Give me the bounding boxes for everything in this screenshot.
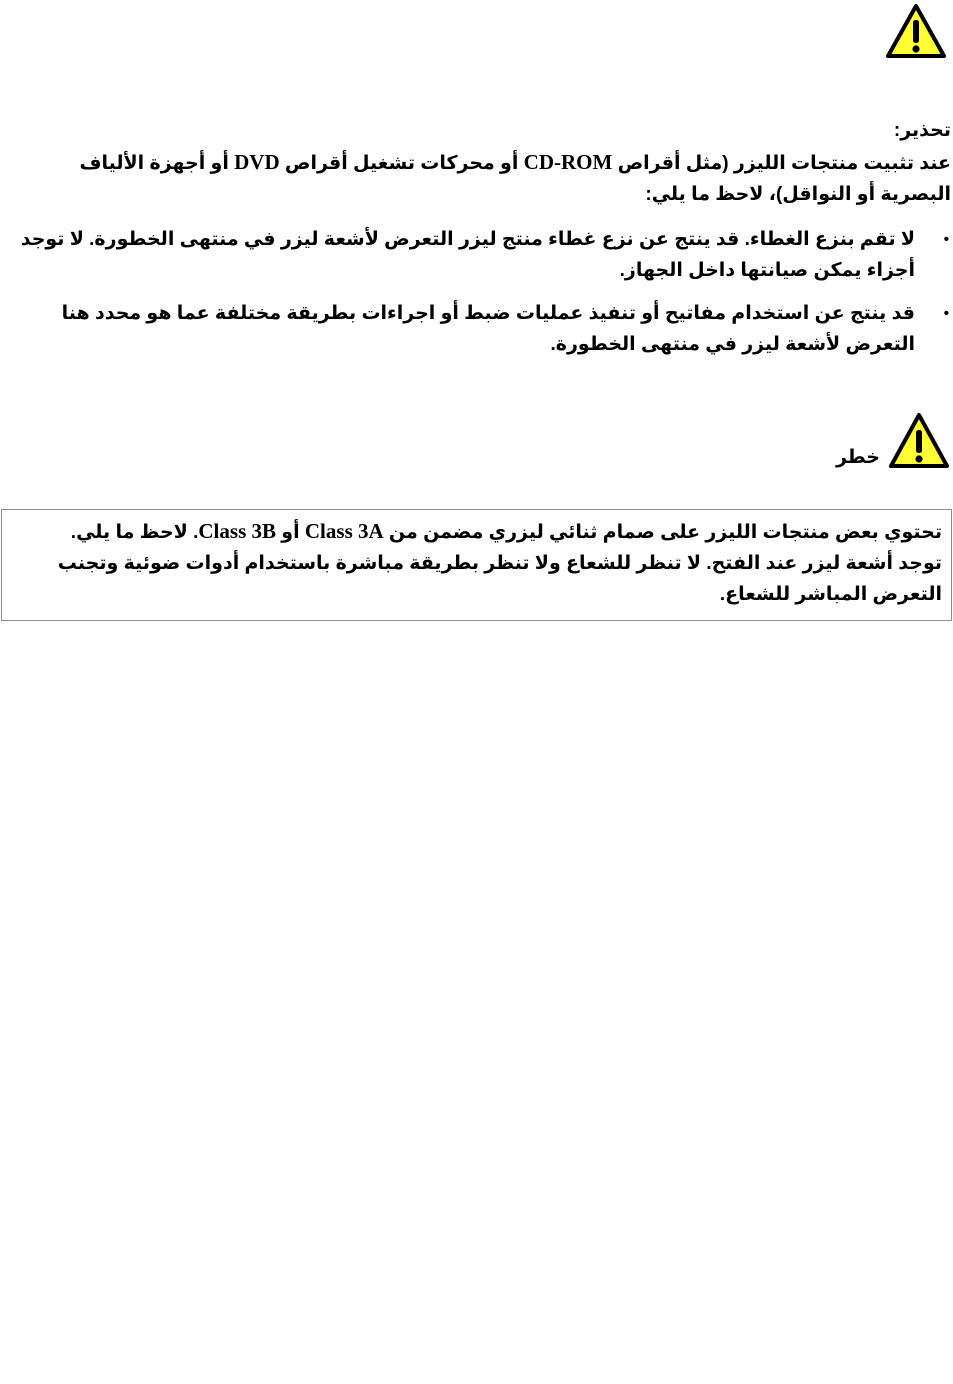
bullet: • xyxy=(943,231,949,248)
danger-text-a: تحتوي بعض منتجات الليزر على صمام ثنائي ليزري مضمن من xyxy=(383,522,942,543)
bullet: • xyxy=(943,305,949,322)
caution-intro xyxy=(4,147,951,210)
danger-text-line-1 xyxy=(11,516,942,548)
list-item-text: لا تقم بنزع الغطاء. قد ينتج عن نزع غطاء منتج ليزر التعرض لأشعة ليزر في منتهى الخطورة. لا توجد أجزاء يمكن صيانتها داخل الجهاز. xyxy=(20,229,915,281)
intro-text-3: أو أجهزة الألياف البصرية أو النواقل)، لاحظ ما يلي: xyxy=(79,153,951,205)
intro-text-1: عند تثبيت منتجات الليزر (مثل أقراص xyxy=(612,153,951,174)
class-3b: Class 3B xyxy=(198,519,276,543)
warning-triangle-icon xyxy=(888,412,950,469)
intro-dvd: DVD xyxy=(234,150,280,174)
list-item xyxy=(4,224,953,286)
list-item-text: قد ينتج عن استخدام مفاتيح أو تنفيذ عمليات ضبط أو اجراءات بطريقة مختلفة عما هو محدد هنا التعرض لأشعة ليزر في منتهى الخطورة. xyxy=(61,303,915,355)
caution-list xyxy=(4,224,953,372)
warning-triangle-icon xyxy=(885,3,947,59)
danger-label: خطر xyxy=(835,447,880,468)
caution-heading: تحذير: xyxy=(893,120,951,141)
danger-text-c: . لاحظ ما يلي. xyxy=(70,522,199,543)
intro-cdrom: CD-ROM xyxy=(523,150,613,174)
danger-text-b: أو xyxy=(276,522,305,543)
danger-box xyxy=(1,509,952,621)
intro-text-2: أو محركات تشغيل أقراص xyxy=(279,153,524,174)
list-item xyxy=(4,298,953,360)
danger-text-line-2: توجد أشعة ليزر عند الفتح. لا تنظر للشعاع ولا تنظر بطريقة مباشرة باستخدام أدوات ضوئية وتجنب التعرض المباشر للشعاع. xyxy=(57,553,942,605)
class-3a: Class 3A xyxy=(304,519,384,543)
